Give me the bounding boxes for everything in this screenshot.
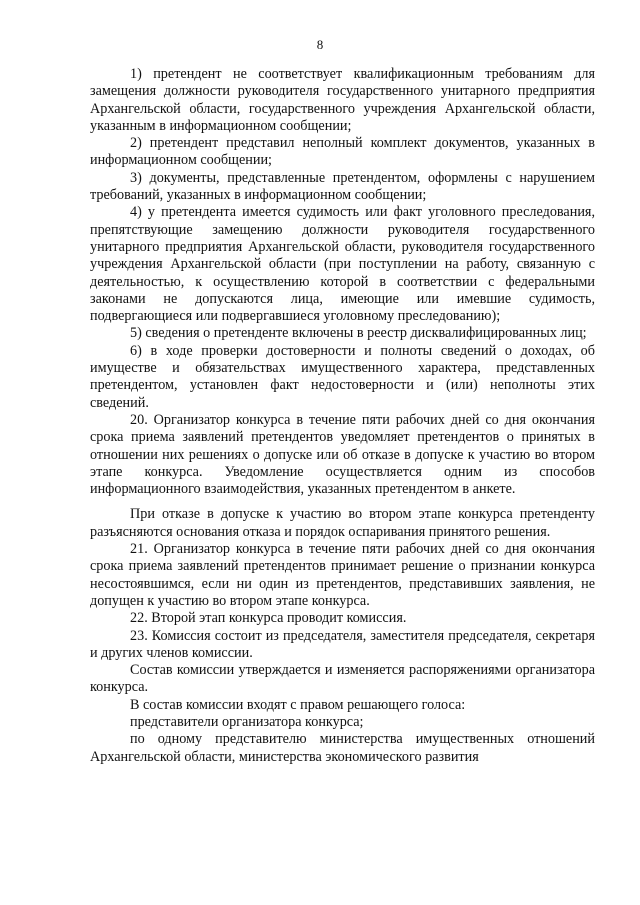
clause-20: 20. Организатор конкурса в течение пяти рабочих дней со дня окончания срока приема заявлений претендентов уведомляет претендентов о принятых в отношении них решениях о допуске или об отказе в допуске к участию во втором этапе конкурса. Уведомление осуществляется одним из способов информационного взаимодействия, указанных претендентом в анкете.: [90, 411, 595, 498]
paragraph-gap: [90, 498, 595, 506]
list-item-5: 5) сведения о претенденте включены в реестр дисквалифицированных лиц;: [130, 325, 587, 342]
list-item-2: 2) претендент представил неполный комплект документов, указанных в информационном сообщении;: [90, 135, 595, 169]
commission-composition: Состав комиссии утверждается и изменяется распоряжениями организатора конкурса.: [90, 662, 595, 696]
voting-members: В состав комиссии входят с правом решающего голоса:: [130, 696, 466, 713]
organizer-representatives: представители организатора конкурса;: [130, 713, 364, 730]
list-item-1: 1) претендент не соответствует квалификационным требованиям для замещения должности руководителя государственного унитарного предприятия Архангельской области, государственного учреждения Архангельской области, указанным в информационном сообщении;: [90, 66, 595, 134]
list-item-3: 3) документы, представленные претендентом, оформлены с нарушением требований, указанных в информационном сообщении;: [90, 169, 595, 204]
clause-22: 22. Второй этап конкурса проводит комиссия.: [130, 610, 407, 627]
ministry-representatives: по одному представителю министерства имущественных отношений Архангельской области, министерства экономического развития: [90, 731, 595, 765]
document-body: [90, 66, 595, 766]
page-number: 8: [316, 37, 324, 52]
clause-21: 21. Организатор конкурса в течение пяти рабочих дней со дня окончания срока приема заявлений претендентов принимает решение о признании конкурса несостоявшимся, если ни один из претендентов, представивших заявления, не допущен к участию во втором этапе конкурса.: [90, 541, 595, 609]
clause-23: 23. Комиссия состоит из председателя, заместителя председателя, секретаря и других членов комиссии.: [90, 627, 595, 661]
list-item-6: 6) в ходе проверки достоверности и полноты сведений о доходах, об имуществе и обязательствах имущественного характера, представленных претендентом, установлен факт недостоверности и (или) неполноты этих сведений.: [90, 342, 595, 411]
list-item-4: 4) у претендента имеется судимость или факт уголовного преследования, препятствующие замещению должности руководителя государственного унитарного предприятия Архангельской области, руководителя государственного учреждения Архангельской области (при поступлении на работу, связанную с деятельностью, к осуществлению которой в соответствии с федеральными законами не допускаются лица, имеющие или имевшие судимость, подвергающиеся или подвергавшиеся уголовному преследованию);: [90, 204, 595, 325]
clause-20-refusal: При отказе в допуске к участию во втором этапе конкурса претенденту разъясняются основания отказа и порядок оспаривания принятого решения.: [90, 506, 595, 540]
